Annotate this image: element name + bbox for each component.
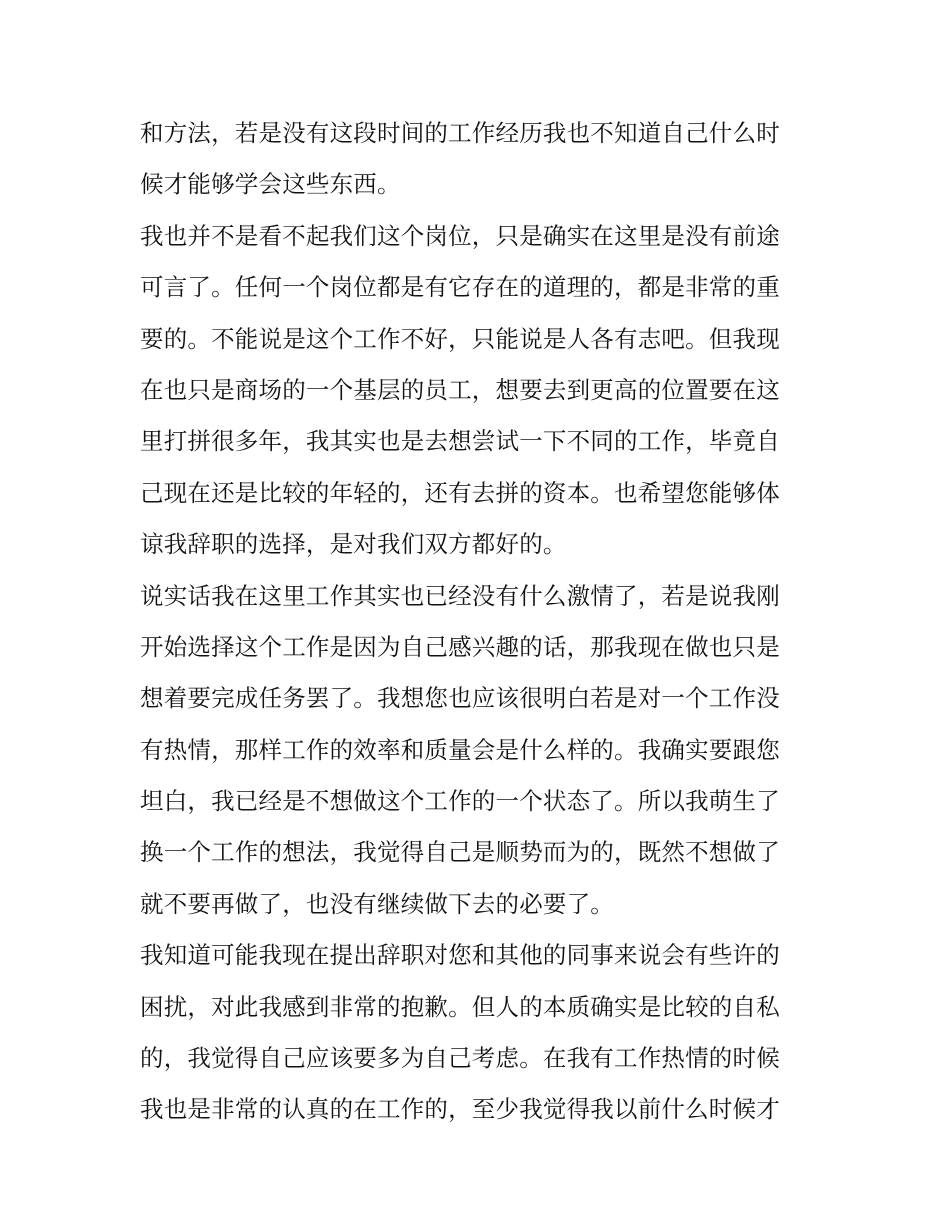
text-line: 开始选择这个工作是因为自己感兴趣的话，那我现在做也只是 — [140, 632, 780, 661]
text-line: 候才能够学会这些东西。 — [140, 170, 401, 199]
text-line: 我也是非常的认真的在工作的，至少我觉得我以前什么时候才 — [140, 1095, 780, 1124]
text-line: 就不要再做了，也没有继续做下去的必要了。 — [140, 889, 614, 918]
text-line: 想着要完成任务罢了。我想您也应该很明白若是对一个工作没 — [140, 684, 780, 713]
text-line: 我知道可能我现在提出辞职对您和其他的同事来说会有些许的 — [140, 941, 780, 970]
body-text — [140, 108, 812, 1136]
text-line: 谅我辞职的选择，是对我们双方都好的。 — [140, 530, 567, 559]
text-line: 说实话我在这里工作其实也已经没有什么激情了，若是说我刚 — [140, 581, 780, 610]
text-line: 有热情，那样工作的效率和质量会是什么样的。我确实要跟您 — [140, 735, 780, 764]
text-line: 换一个工作的想法，我觉得自己是顺势而为的，既然不想做了 — [140, 838, 780, 867]
text-line: 坦白，我已经是不想做这个工作的一个状态了。所以我萌生了 — [140, 787, 780, 816]
text-line: 我也并不是看不起我们这个岗位，只是确实在这里是没有前途 — [140, 221, 780, 250]
text-line: 在也只是商场的一个基层的员工，想要去到更高的位置要在这 — [140, 375, 780, 404]
text-line: 困扰，对此我感到非常的抱歉。但人的本质确实是比较的自私 — [140, 992, 780, 1021]
text-line: 里打拼很多年，我其实也是去想尝试一下不同的工作，毕竟自 — [140, 427, 780, 456]
text-line: 己现在还是比较的年轻的，还有去拼的资本。也希望您能够体 — [140, 478, 780, 507]
text-line: 可言了。任何一个岗位都是有它存在的道理的，都是非常的重 — [140, 273, 780, 302]
text-line: 的，我觉得自己应该要多为自己考虑。在我有工作热情的时候 — [140, 1044, 780, 1073]
text-line: 要的。不能说是这个工作不好，只能说是人各有志吧。但我现 — [140, 324, 780, 353]
text-line: 和方法，若是没有这段时间的工作经历我也不知道自己什么时 — [140, 119, 780, 147]
